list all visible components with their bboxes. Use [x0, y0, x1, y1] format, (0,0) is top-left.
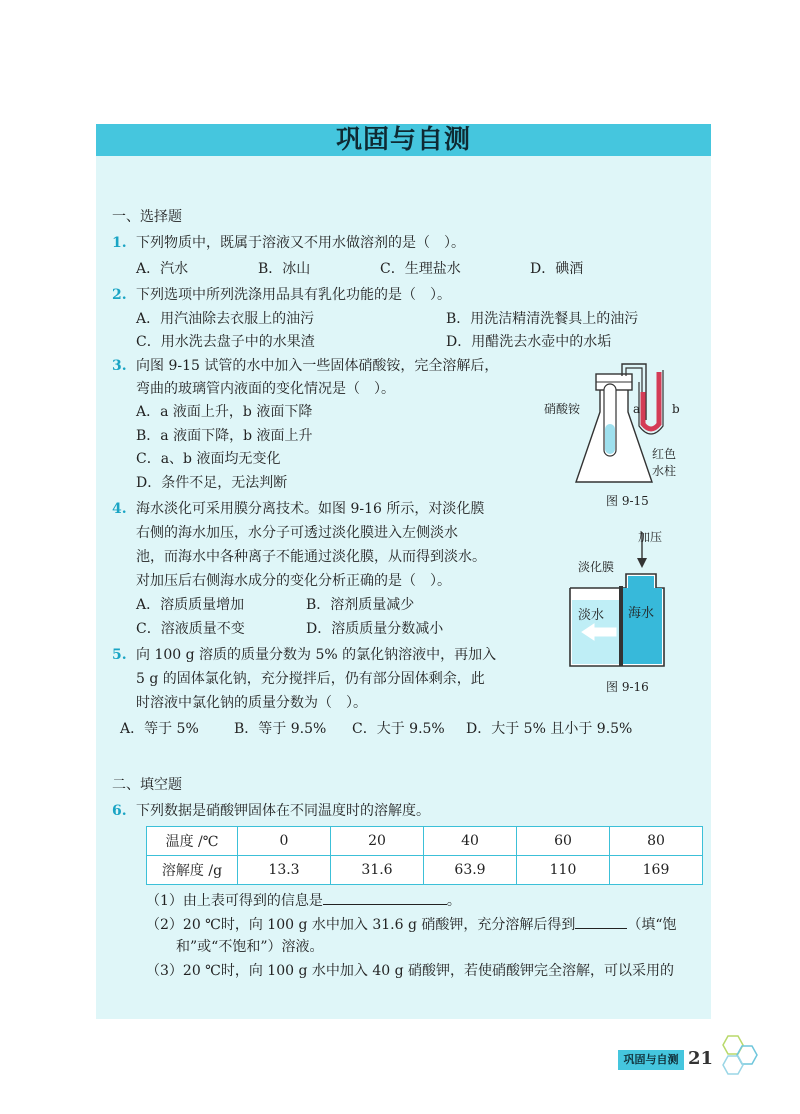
question-stem-line: 对加压后右侧海水成分的变化分析正确的是（ ）。: [136, 573, 451, 589]
question-stem-line: 5 g 的固体氯化钠，充分搅拌后，仍有部分固体剩余，此: [136, 671, 485, 687]
option-a: A．用汽油除去衣服上的油污: [136, 311, 315, 327]
figure-caption: 图 9-15: [606, 494, 649, 508]
question-stem-line: 向 100 g 溶质的质量分数为 5% 的氯化钠溶液中，再加入: [136, 647, 497, 663]
question-stem-line: 海水淡化可采用膜分离技术。如图 9-16 所示，对淡化膜: [136, 501, 485, 517]
answer-blank[interactable]: [575, 914, 627, 929]
table-cell: 63.9: [424, 856, 517, 885]
label-b: b: [672, 402, 680, 416]
table-cell: 40: [424, 827, 517, 856]
option-c: C．溶液质量不变: [136, 621, 245, 637]
label-seawater: 海水: [628, 606, 655, 621]
option-c: C．生理盐水: [380, 261, 461, 277]
label-pressurize: 加压: [638, 530, 663, 544]
option-a: A．汽水: [136, 261, 189, 277]
option-d: D．用醋洗去水壶中的水垢: [446, 334, 612, 350]
label-a: a: [633, 402, 641, 416]
option-b: B．a 液面下降，b 液面上升: [136, 428, 313, 444]
question-stem-line: 弯曲的玻璃管内液面的变化情况是（ ）。: [136, 381, 395, 397]
footer-section-label: 巩固与自测: [618, 1050, 684, 1070]
hexagon-decoration-icon: [714, 1034, 758, 1080]
page-title: 巩固与自测: [335, 125, 471, 155]
question-stem-line: 右侧的海水加压，水分子可透过淡化膜进入左侧淡水: [136, 525, 458, 541]
sub-question-1-end: 。: [446, 893, 461, 909]
option-b: B．溶剂质量减少: [306, 597, 415, 613]
question-number: 1.: [112, 235, 127, 251]
question-stem: 下列选项中所列洗涤用品具有乳化功能的是（ ）。: [136, 287, 451, 303]
question-stem-line: 向图 9-15 试管的水中加入一些固体硝酸铵，完全溶解后，: [136, 358, 499, 374]
question-number: 4.: [112, 501, 127, 517]
question-number: 2.: [112, 287, 127, 303]
option-d: D．溶质质量分数减小: [306, 621, 444, 637]
page-number: 21: [688, 1048, 714, 1069]
sub-question-1: [146, 890, 461, 910]
table-header-cell: 溶解度 /g: [147, 856, 238, 885]
solubility-table: [146, 826, 703, 885]
label-red-column-2: 水柱: [652, 464, 677, 478]
figure-caption: 图 9-16: [606, 680, 649, 694]
table-cell: 31.6: [331, 856, 424, 885]
option-d: D．条件不足，无法判断: [136, 475, 288, 491]
label-ammonium-nitrate: 硝酸铵: [544, 402, 581, 416]
question-number: 6.: [112, 803, 127, 819]
table-cell: 80: [610, 827, 703, 856]
sub-question-2: [146, 914, 677, 934]
table-cell: 110: [517, 856, 610, 885]
question-stem: 下列物质中，既属于溶液又不用水做溶剂的是（ ）。: [136, 235, 465, 251]
table-header-cell: 温度 /℃: [147, 827, 238, 856]
table-cell: 169: [610, 856, 703, 885]
option-b: B．冰山: [258, 261, 311, 277]
table-row: [147, 856, 703, 885]
question-number: 5.: [112, 647, 127, 663]
option-c: C．大于 9.5%: [352, 721, 445, 737]
question-number: 3.: [112, 358, 127, 374]
question-stem-line: 池，而海水中各种离子不能通过淡化膜，从而得到淡水。: [136, 549, 486, 565]
label-membrane: 淡化膜: [578, 560, 615, 574]
question-stem-line: 时溶液中氯化钠的质量分数为（ ）。: [136, 695, 367, 711]
sub-question-2-cont: 和”或“不饱和”）溶液。: [176, 939, 324, 955]
sub-question-3: （3）20 ℃时，向 100 g 水中加入 40 g 硝酸钾，若使硝酸钾完全溶解，可以采用的: [146, 963, 674, 979]
option-c: C．a、b 液面均无变化: [136, 451, 281, 467]
question-stem: 下列数据是硝酸钾固体在不同温度时的溶解度。: [136, 803, 430, 819]
label-fresh-water: 淡水: [578, 608, 605, 623]
label-red-column-1: 红色: [652, 447, 677, 461]
section-heading-fill: 二、填空题: [112, 777, 182, 793]
sub-question-2-text-b: （填“饱: [627, 917, 677, 933]
option-d: D．大于 5% 且小于 9.5%: [466, 721, 633, 737]
table-cell: 13.3: [238, 856, 331, 885]
option-a: A．等于 5%: [120, 721, 199, 737]
table-cell: 0: [238, 827, 331, 856]
section-heading-choice: 一、选择题: [112, 209, 182, 225]
table-cell: 20: [331, 827, 424, 856]
option-b: B．等于 9.5%: [234, 721, 327, 737]
sub-question-1-text: （1）由上表可得到的信息是: [146, 893, 323, 909]
answer-blank[interactable]: [323, 890, 447, 905]
option-d: D．碘酒: [530, 261, 584, 277]
table-row: [147, 827, 703, 856]
option-b: B．用洗洁精清洗餐具上的油污: [446, 311, 639, 327]
table-cell: 60: [517, 827, 610, 856]
option-c: C．用水洗去盘子中的水果渣: [136, 334, 315, 350]
sub-question-2-text: （2）20 ℃时，向 100 g 水中加入 31.6 g 硝酸钾，充分溶解后得到: [146, 917, 576, 933]
option-a: A．a 液面上升，b 液面下降: [136, 404, 313, 420]
option-a: A．溶质质量增加: [136, 597, 245, 613]
